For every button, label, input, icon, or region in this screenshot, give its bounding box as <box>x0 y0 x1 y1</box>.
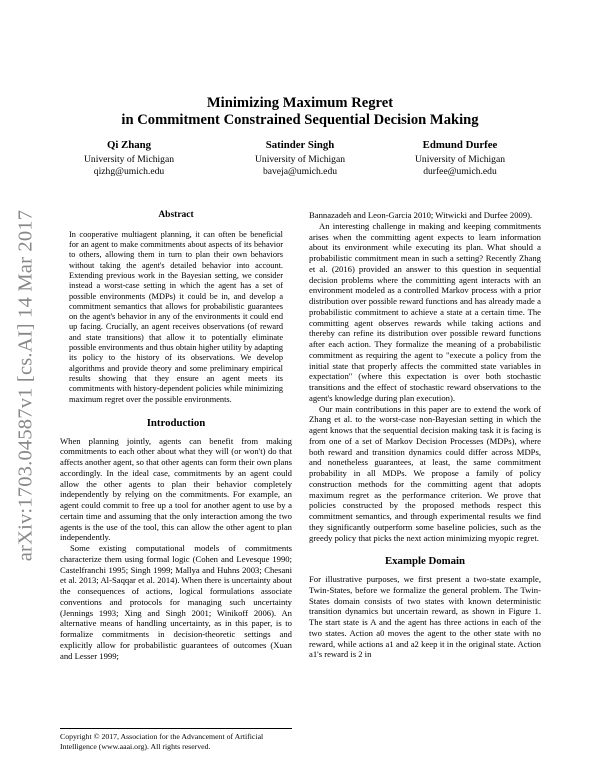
right-paragraph-0: Bannazadeh and Leon-Garcia 2010; Witwicki and Durfee 2009). <box>309 210 533 220</box>
arxiv-stamp <box>6 209 46 561</box>
title-line-1: Minimizing Maximum Regret <box>206 95 394 111</box>
example-paragraph-1: For illustrative purposes, we first present a two-state example, Twin-States, before we formalize the general problem. The Twin-States domain consists of two states with known deterministic transition dynamics but uncertain reward, as shown in Figure 1. The start state is A and the agent has three actions in each of the two states. Action a0 moves the agent to the other state with no reward, while actions a1 and a2 keep it in the original state. Action a1's reward is 2 in <box>309 574 541 660</box>
abstract-heading: Abstract <box>158 210 194 220</box>
author-affiliation: University of Michigan <box>414 153 506 165</box>
title-line-2: in Commitment Constrained Sequential Decision Making <box>121 112 479 128</box>
author-block-2 <box>215 140 385 177</box>
right-paragraph-2: Our main contributions in this paper are to extend the work of Zhang et al. to the worst-case non-Bayesian setting in which the agent knows that the sequential decision making task it is facing is from one of a set of Markov Decision Processes (MDPs), where both reward and transition dynamics could differ across MDPs, and nonetheless guarantees, at least, the same commitment probability in all MDPs. We propose a family of policy construction methods for the committing agent that adopts maximum regret as the performance criterion. We prove that policies constructed by the proposed methods respect this commitment semantics, and through experimental results we find they significantly outperform some baseline policies, such as the greedy policy that picks the next action minimizing myopic regret. <box>309 403 541 543</box>
arxiv-stamp-text: arXiv:1703.04587v1 [cs.AI] 14 Mar 2017 <box>14 209 37 561</box>
author-affiliation: University of Michigan <box>254 153 346 165</box>
copyright-text: Copyright © 2017, Association for the Advancement of Artificial Intelligence (www.aaai.org). All rights reserved. <box>60 732 264 751</box>
right-column <box>309 210 541 660</box>
footnote-rule <box>60 728 292 729</box>
intro-paragraph-2: Some existing computational models of commitments characterize them using formal logic (Cohen and Levesque 1990; Castelfranchi 1995; Singh 1999; Mallya and Huhns 2003; Chesani et al. 2013; Al-Saqqar et al. 2014). When there is uncertainty about the consequences of actions, logical formulations associate conventions and protocols for managing such uncertainty (Jennings 1993; Xing and Singh 2001; Winikoff 2006). An alternative means of handling uncertainty, as in this paper, is to formalize commitments in decision-theoretic settings and explicitly allow for probabilistic guarantees of outcomes (Xuan and Lesser 1999; <box>60 543 292 661</box>
author-email: qizhg@umich.edu <box>93 165 165 177</box>
author-affiliation: University of Michigan <box>83 153 175 165</box>
author-email: durfee@umich.edu <box>423 165 497 177</box>
right-paragraph-1: An interesting challenge in making and keeping commitments arises when the committing agent expects to learn information about its environment while executing its plan. What should a probabilistic commitment mean in such a setting? Recently Zhang et al. (2016) provided an answer to this question in sequential decision problems where the committing agent interacts with an environment modeled as a controlled Markov process with a prior distribution over possible reward functions and has already made a probabilistic commitment to achieve a state at a certain time. The committing agent observes rewards while taking actions and thereby can refine its distribution over possible reward functions after each action. They formalize the meaning of a probabilistic commitment as requiring the agent to "execute a policy from the initial state that properly affects the committed state variables in expectation" (where this expectation is over both stochastic transitions and the effect of stochastic reward observations to the agent's knowledge during plan execution). <box>309 220 541 403</box>
introduction-heading: Introduction <box>146 416 206 429</box>
author-name: Edmund Durfee <box>422 139 498 151</box>
abstract-body <box>60 230 292 405</box>
copyright-notice <box>60 728 292 751</box>
paper-title <box>60 95 540 129</box>
left-column <box>60 210 292 661</box>
author-email: baveja@umich.edu <box>262 165 338 177</box>
intro-paragraph-1: When planning jointly, agents can benefit from making commitments to each other about what they will (or won't) do that affects another agent, so that other agents can form their own plans accordingly. In the ideal case, commitments by an agent could allow the other agents to plan their behavior completely independently by relying on the commitments. For example, an agent could commit to free up a tool for another agent to use by a certain time and assuming that the only interaction among the two agents is the use of the tool, this can allow the other agent to plan independently. <box>60 435 292 543</box>
author-block-3 <box>375 140 545 177</box>
author-name: Qi Zhang <box>106 139 152 151</box>
example-domain-heading: Example Domain <box>384 555 466 568</box>
abstract-text: In cooperative multiagent planning, it can often be beneficial for an agent to make commitments about aspects of its behavior to others, allowing them in turn to plan their own behaviors without taking the agent's detailed behavior into account. Extending previous work in the Bayesian setting, we consider instead a worst-case setting in which the agent has a set of possible environments (MDPs) it could be in, and develop a commitment semantics that allows for probabilistic guarantees on the agent's behavior in any of the environments it could end up facing. Crucially, an agent receives observations (of reward and state transitions) that allow it to potentially eliminate possible environments and thus obtain higher utility by adapting its policy to the history of its observations. We develop algorithms and provide theory and some preliminary empirical results showing that they ensure an agent meets its commitments with history-dependent policies while minimizing maximum regret over the possible environments. <box>69 229 283 404</box>
author-name: Satinder Singh <box>265 139 335 151</box>
author-block-1 <box>44 140 214 177</box>
